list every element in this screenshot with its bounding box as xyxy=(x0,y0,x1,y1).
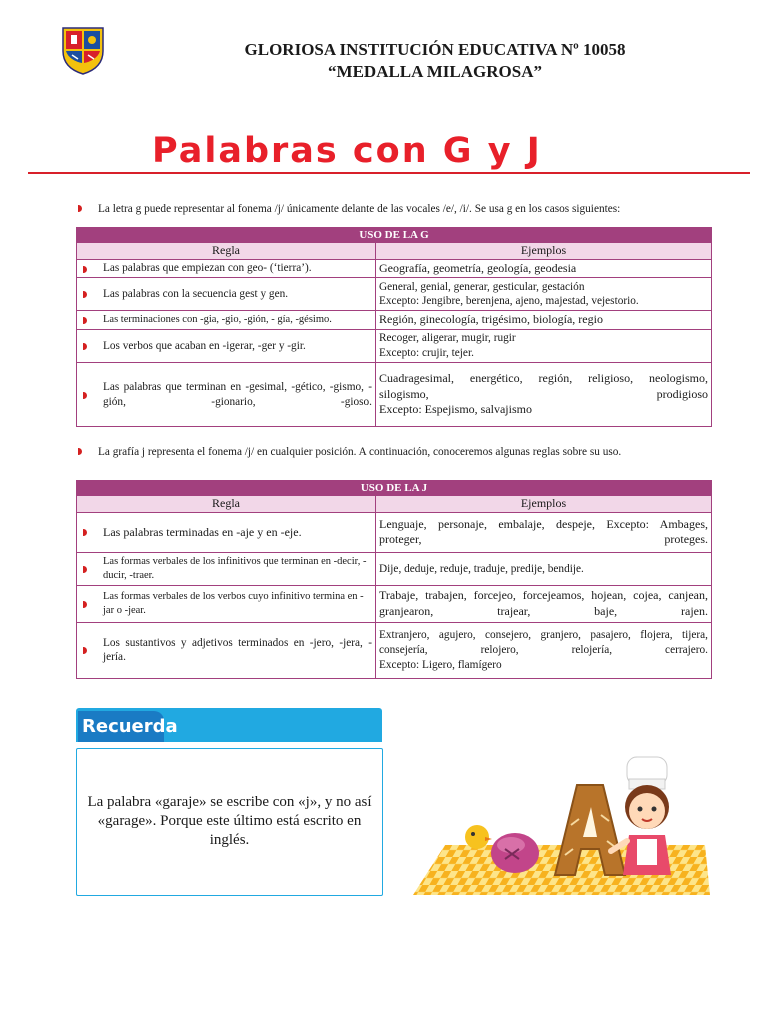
chef-girl-illustration xyxy=(405,745,725,905)
rule-text: Las palabras que terminan en -gesimal, -gético, -gismo, -gión, -gionario, -gioso. xyxy=(103,380,372,408)
page-title: Palabras con G y J xyxy=(152,131,542,171)
recuerda-label: Recuerda xyxy=(78,711,164,742)
example-text: Recoger, aligerar, mugir, rugir xyxy=(379,332,516,345)
example-cell xyxy=(376,311,712,330)
table-row xyxy=(77,311,712,330)
rule-cell xyxy=(77,259,376,278)
example-cell xyxy=(376,330,712,363)
example-cell xyxy=(376,585,712,622)
rule-cell xyxy=(77,585,376,622)
red-bullet-icon xyxy=(78,448,82,455)
rule-text: Las palabras con la secuencia gest y gen. xyxy=(103,288,289,301)
table-row xyxy=(77,552,712,585)
rule-cell xyxy=(77,278,376,311)
example-exception: Excepto: Espejismo, salvajismo xyxy=(379,402,532,417)
table-j-col-rule: Regla xyxy=(77,496,376,513)
rule-cell xyxy=(77,552,376,585)
table-row xyxy=(77,585,712,622)
example-cell xyxy=(376,259,712,278)
red-bullet-icon xyxy=(83,343,87,350)
rule-cell xyxy=(77,622,376,678)
table-row xyxy=(77,512,712,552)
intro-j xyxy=(78,446,621,458)
school-motto: “MEDALLA MILAGROSA” xyxy=(328,62,542,81)
table-uso-g xyxy=(76,227,712,427)
rule-cell xyxy=(77,311,376,330)
table-row xyxy=(77,278,712,311)
example-text: General, genial, generar, gesticular, gestación xyxy=(379,280,585,293)
table-g-col-rule: Regla xyxy=(77,243,376,260)
example-cell xyxy=(376,278,712,311)
red-bullet-icon xyxy=(83,317,87,324)
example-exception: Excepto: crujir, tejer. xyxy=(379,347,474,360)
table-j-col-examples: Ejemplos xyxy=(376,496,712,513)
title-underline xyxy=(28,172,750,174)
red-bullet-icon xyxy=(83,566,87,573)
rule-text: Las terminaciones con -gia, -gio, -gión, - gía, -gésimo. xyxy=(103,314,332,326)
rule-text: Las palabras terminadas en -aje y en -eje. xyxy=(103,524,302,539)
red-bullet-icon xyxy=(83,529,87,536)
rule-cell xyxy=(77,363,376,427)
intro-g xyxy=(78,203,620,215)
red-bullet-icon xyxy=(83,601,87,608)
intro-j-text: La grafía j representa el fonema /j/ en cualquier posición. A continuación, conoceremos algunas reglas sobre su uso. xyxy=(98,446,622,458)
example-exception: Excepto: Jengibre, berenjena, ajeno, majestad, vejestorio. xyxy=(379,295,639,308)
rule-cell xyxy=(77,330,376,363)
rule-text: Los verbos que acaban en -igerar, -ger y -gir. xyxy=(103,339,306,352)
example-cell xyxy=(376,552,712,585)
example-cell xyxy=(376,512,712,552)
rule-text: Los sustantivos y adjetivos terminados en -jero, -jera, -jería. xyxy=(103,636,372,664)
example-text: Geografía, geometría, geología, geodesia xyxy=(379,260,577,275)
recuerda-text: La palabra «garaje» se escribe con «j», y no así «garage». Porque este último está escrito en inglés. xyxy=(87,794,372,848)
table-uso-j xyxy=(76,480,712,679)
rule-text: Las formas verbales de los infinitivos que terminan en -decir, -ducir, -traer. xyxy=(103,556,367,581)
red-bullet-icon xyxy=(78,205,82,212)
red-bullet-icon xyxy=(83,266,87,273)
example-cell xyxy=(376,622,712,678)
example-cell xyxy=(376,363,712,427)
example-exception: Excepto: Ligero, flamígero xyxy=(379,658,502,671)
example-text: Cuadragesimal, energético, región, religioso, neologismo, silogismo, prodigioso xyxy=(379,371,709,401)
table-row xyxy=(77,330,712,363)
red-bullet-icon xyxy=(83,291,87,298)
red-bullet-icon xyxy=(83,392,87,399)
table-g-title: USO DE LA G xyxy=(77,228,712,243)
example-text: Trabaje, trabajen, forcejeo, forcejeamos, hojean, cojea, canjean, granjearon, trajear, baje, rajen. xyxy=(379,588,709,618)
example-text: Región, ginecología, trigésimo, biología, regio xyxy=(379,312,603,327)
example-text: Extranjero, agujero, consejero, granjero, pasajero, flojera, tijera, consejería, relojero, relojería, cerrajero. xyxy=(379,629,709,657)
school-crest-icon xyxy=(60,25,106,75)
table-j-title: USO DE LA J xyxy=(77,481,712,496)
table-row xyxy=(77,363,712,427)
rule-text: Las palabras que empiezan con geo- (‘tierra’). xyxy=(103,262,312,275)
table-row xyxy=(77,622,712,678)
table-row xyxy=(77,259,712,278)
red-bullet-icon xyxy=(83,647,87,654)
rule-text: Las formas verbales de los verbos cuyo infinitivo termina en -jar o -jear. xyxy=(103,591,364,616)
table-g-col-examples: Ejemplos xyxy=(376,243,712,260)
intro-g-text: La letra g puede representar al fonema /j/ únicamente delante de las vocales /e/, /i/. Se usa g en los casos siguientes: xyxy=(98,203,621,215)
school-name: GLORIOSA INSTITUCIÓN EDUCATIVA Nº 10058 xyxy=(244,40,626,59)
example-text: Lenguaje, personaje, embalaje, despeje, Excepto: Ambages, proteger, proteges. xyxy=(379,516,709,547)
rule-cell xyxy=(77,512,376,552)
example-text: Dije, deduje, reduje, traduje, predije, bendije. xyxy=(379,562,584,575)
